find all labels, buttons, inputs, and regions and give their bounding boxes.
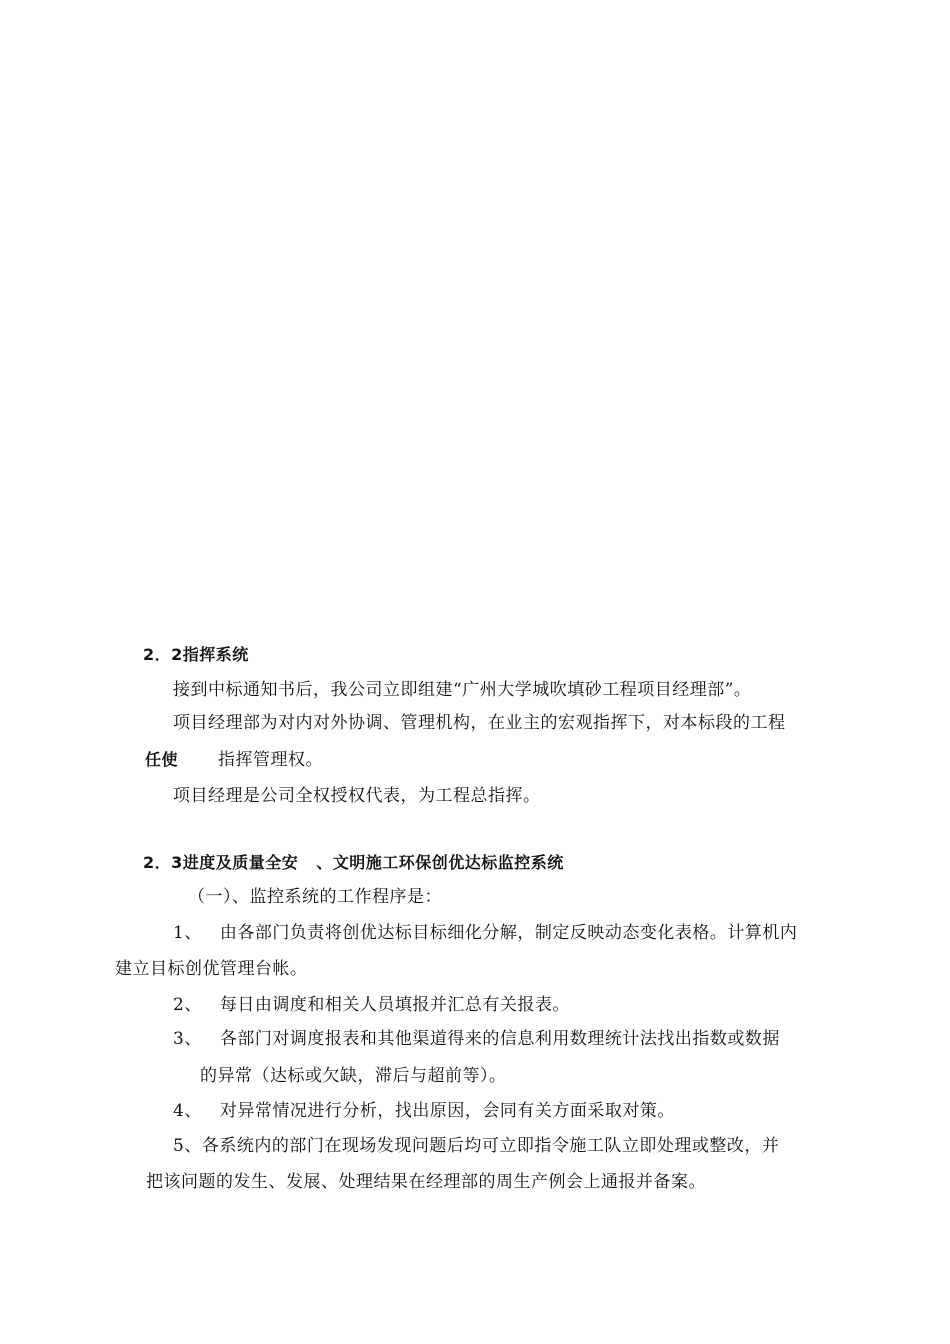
paragraph-2-2-line-1: 接到中标通知书后，我公司立即组建“广州大学城吹填砂工程项目经理部”。 [173, 680, 752, 700]
list-item-1-line-2: 建立目标创优管理台帐。 [115, 959, 308, 979]
section-heading-2-3-part-b: 、文明施工环保创优达标监控系统 [316, 853, 564, 872]
list-item-text: 每日由调度和相关人员填报并汇总有关报表。 [219, 995, 570, 1015]
list-item-3-line-2: 的异常（达标或欠缺，滞后与超前等）。 [200, 1066, 507, 1086]
list-item-1-line-1 [173, 921, 797, 945]
paragraph-2-2-line-3-rest: 指挥管理权。 [218, 750, 324, 770]
list-item-4-line-1 [173, 1099, 675, 1123]
list-item-number: 4、 [173, 1101, 202, 1121]
section-heading-2-3-part-a: 2．3进度及质量全安 [143, 853, 299, 872]
section-heading-2-2: 2．2指挥系统 [143, 645, 249, 664]
list-item-number: 3、 [173, 1029, 202, 1049]
list-item-number: 1、 [173, 923, 202, 943]
paragraph-2-2-overlap-text: 任使 [145, 750, 179, 769]
paragraph-2-2-line-2: 项目经理部为对内对外协调、管理机构，在业主的宏观指挥下，对本标段的工程 [173, 713, 786, 733]
list-item-text: 各部门对调度报表和其他渠道得来的信息利用数理统计法找出指数或数据 [219, 1029, 780, 1049]
list-item-text: 对异常情况进行分析，找出原因，会同有关方面采取对策。 [219, 1101, 675, 1121]
list-item-5-line-1 [173, 1134, 779, 1158]
list-item-3-line-1 [173, 1027, 780, 1051]
section-heading-2-3 [143, 851, 564, 875]
list-item-text: 各系统内的部门在现场发现问题后均可立即指令施工队立即处理或整改，并 [201, 1136, 780, 1156]
list-item-5-line-2: 把该问题的发生、发展、处理结果在经理部的周生产例会上通报并备案。 [146, 1172, 706, 1192]
paragraph-2-2-line-4: 项目经理是公司全权授权代表，为工程总指挥。 [173, 786, 541, 806]
list-item-number: 5、 [173, 1136, 202, 1156]
subheading-monitoring-procedure: （一）、监控系统的工作程序是： [188, 887, 442, 907]
list-item-2-line-1 [173, 993, 570, 1017]
paragraph-2-2-line-3 [145, 748, 323, 772]
list-item-text: 由各部门负责将创优达标目标细化分解，制定反映动态变化表格。计算机内 [219, 923, 798, 943]
list-item-number: 2、 [173, 995, 202, 1015]
